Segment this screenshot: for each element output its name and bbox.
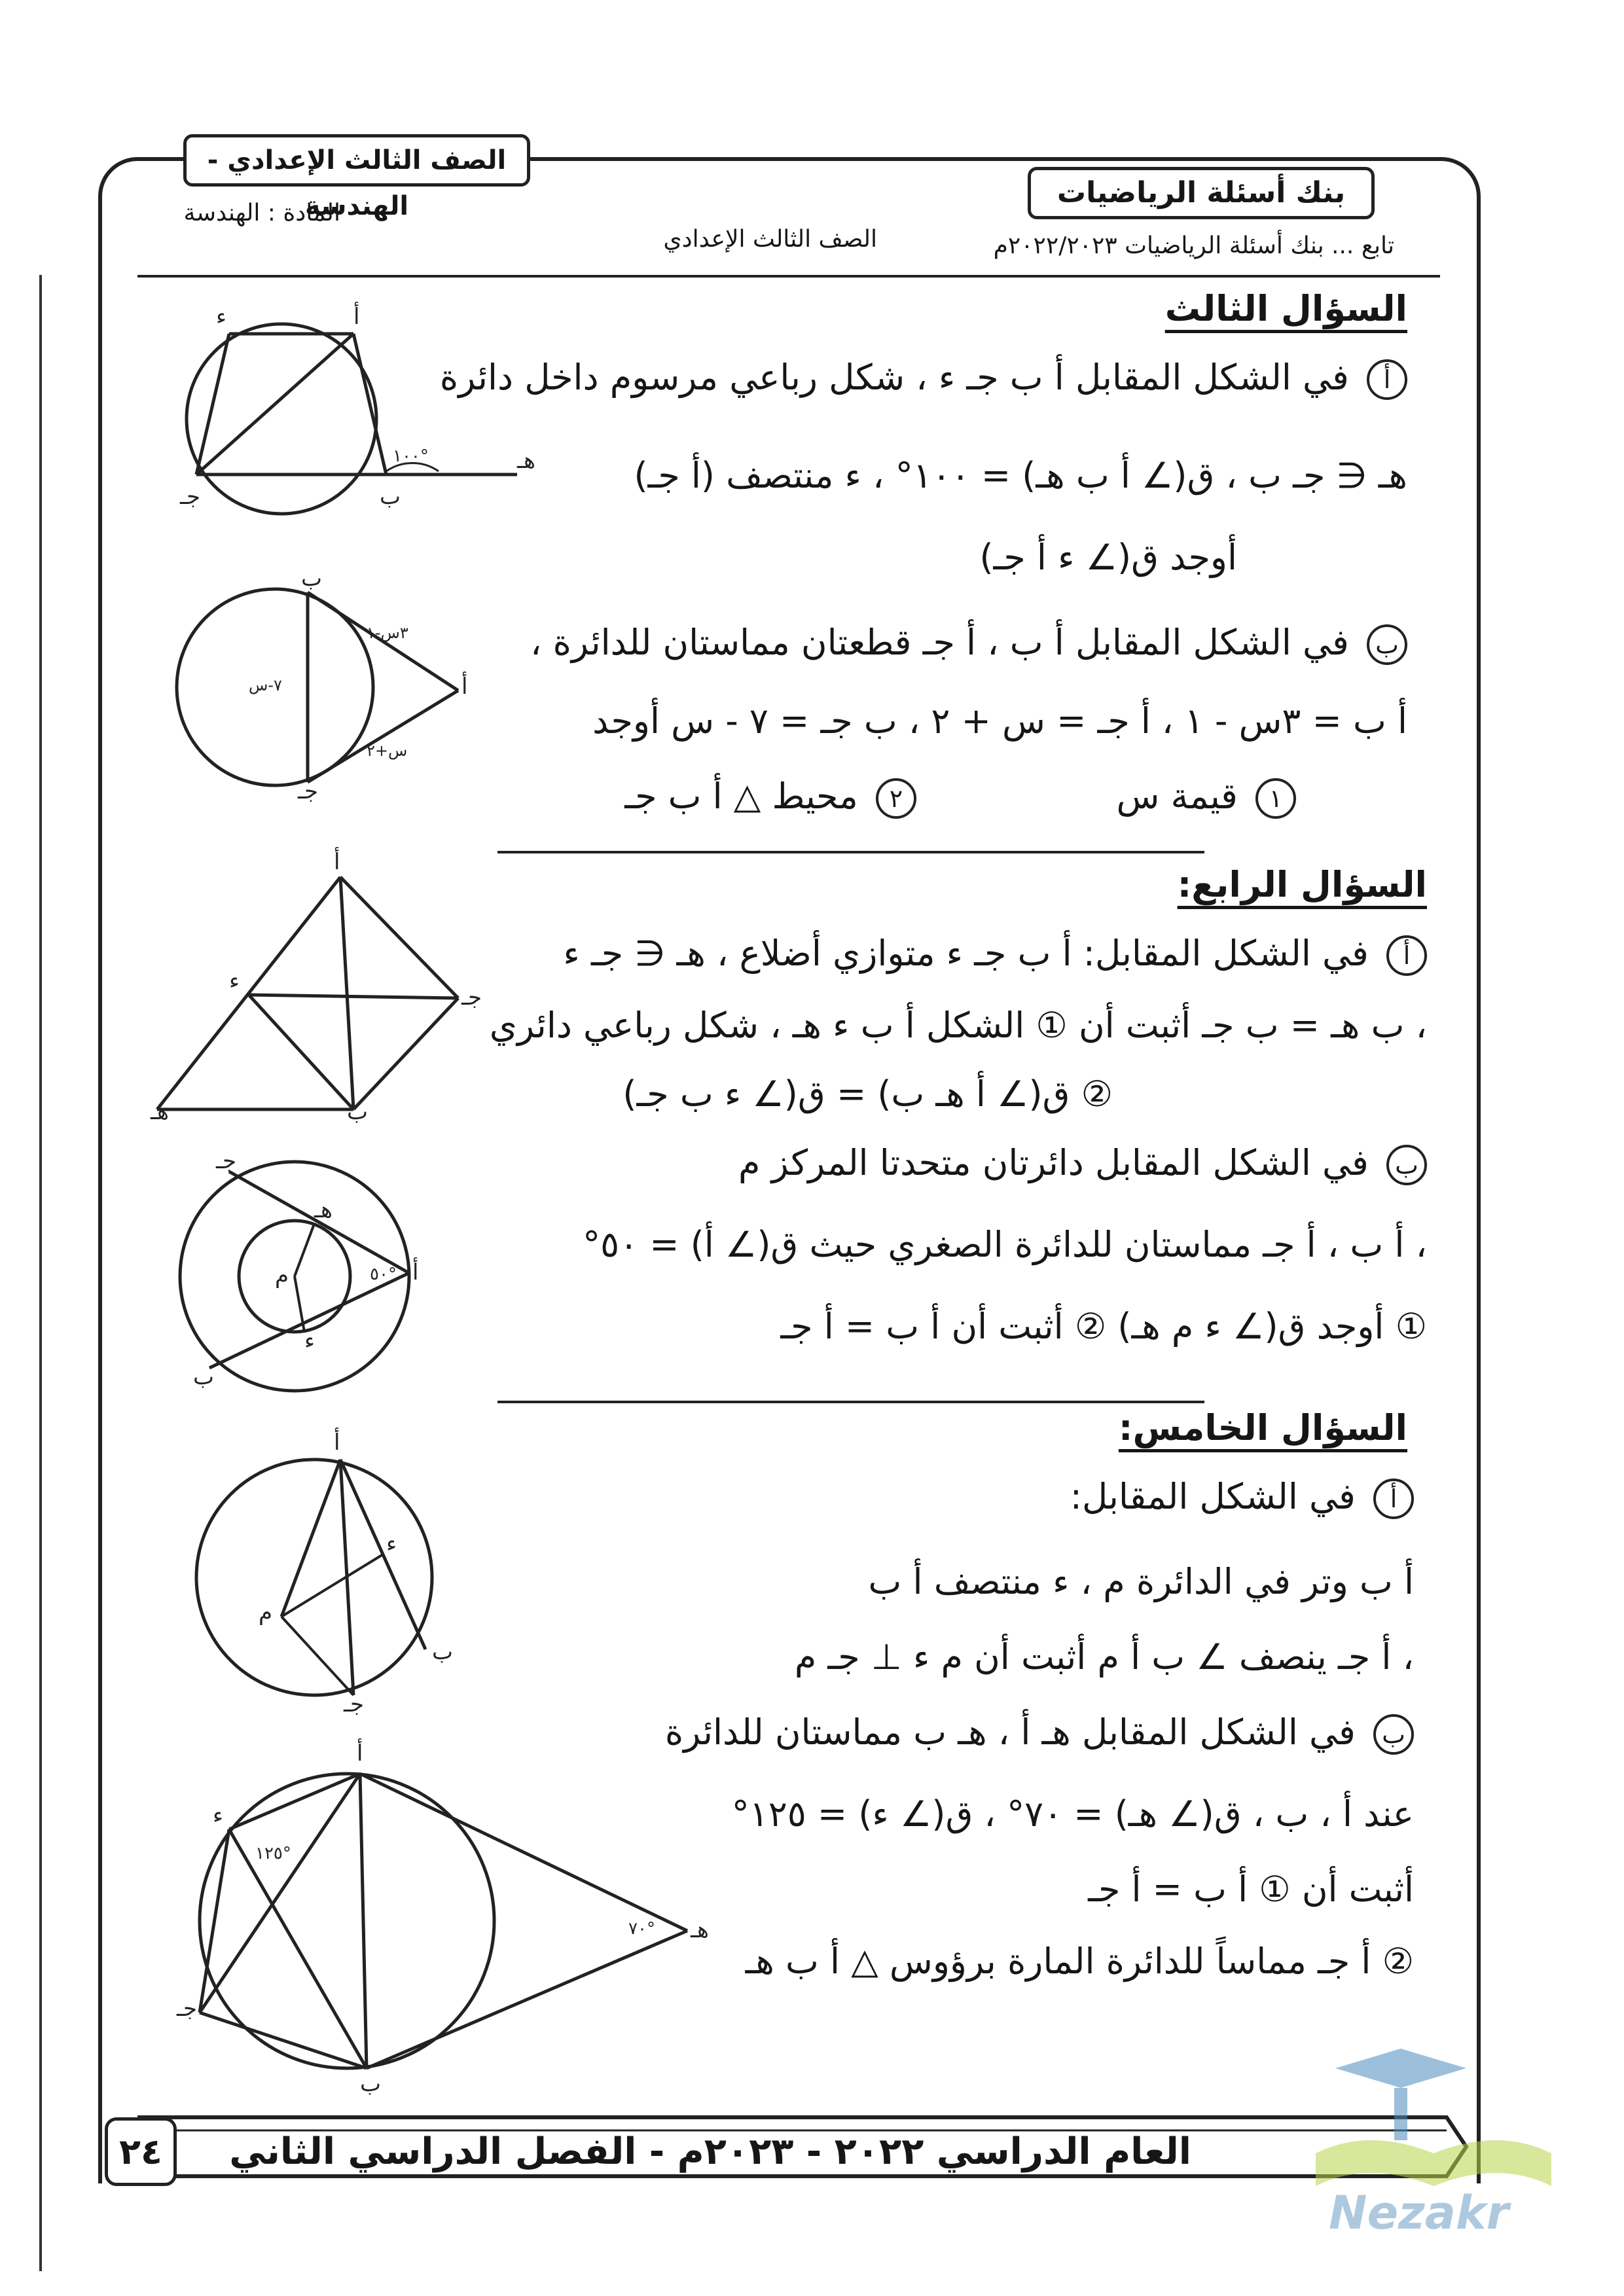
fig4-label-a: أ: [412, 1259, 419, 1285]
q3-title: السؤال الثالث: [1164, 288, 1407, 329]
q3-part-b-line2: أ ب = ٣س - ١ ، أ جـ = س + ٢ ، ب جـ = ٧ - س أوجد: [592, 700, 1407, 742]
q4-part-b-line2: ، أ ب ، أ جـ مماستان للدائرة الصغري حيث ق(∠ أ) = ٥٠°: [583, 1224, 1427, 1265]
q5-part-b-text1: في الشكل المقابل هـ أ ، هـ ب مماستان للدائرة: [664, 1712, 1356, 1753]
q5-part-b-line1: [664, 1712, 1414, 1755]
figure-tangents-quadrilateral: [170, 1734, 746, 2101]
fig2-label-bc: ٧-س: [249, 676, 282, 694]
figure-concentric-circles: [164, 1148, 458, 1401]
fig6-label-e: هـ: [691, 1917, 709, 1943]
q3-part-b-line1: [530, 622, 1407, 665]
q3-part-b-item1-text: قيمة س: [1116, 776, 1238, 817]
fig3-label-b: ب: [347, 1099, 369, 1125]
fig4-label-angle: ٥٠°: [370, 1265, 397, 1284]
fig6-label-c: جـ: [177, 1996, 197, 2022]
q5-part-a-line3: ، أ جـ ينصف ∠ ب أ م أثبت أن م ء ⊥ جـ م: [794, 1636, 1414, 1677]
q5-part-b-line4: ② أ جـ مماساً للدائرة المارة برؤوس △ أ ب هـ: [745, 1941, 1414, 1982]
q3-part-b-marker: ب: [1367, 624, 1407, 665]
fig4-label-b: ب: [193, 1364, 215, 1390]
figure-parallelogram: [151, 849, 491, 1125]
q3-part-b-item1-num: ١: [1255, 778, 1296, 819]
q3-part-a-line3: أوجد ق(∠ ء أ جـ): [979, 537, 1237, 578]
fig3-label-c: جـ: [461, 984, 482, 1011]
q3-part-b-item2-num: ٢: [876, 778, 916, 819]
fig1-label-a: أ: [353, 304, 360, 330]
page-number: ٢٤: [119, 2131, 162, 2172]
fig5-label-d: ء: [386, 1531, 397, 1557]
figure-cyclic-quadrilateral: [177, 295, 543, 543]
q5-part-a-line1: [1047, 1476, 1414, 1519]
fig3-label-d: ء: [229, 968, 240, 994]
q3-part-a-marker: أ: [1367, 359, 1407, 400]
fig4-label-e: هـ: [314, 1197, 333, 1223]
header-center-sub: الصف الثالث الإعدادي: [663, 226, 877, 253]
q4-part-b-marker: ب: [1386, 1145, 1427, 1185]
q3-part-b-text1: في الشكل المقابل أ ب ، أ جـ قطعتان مماستان للدائرة ،: [530, 622, 1349, 663]
q4-part-b-line1: [738, 1142, 1427, 1185]
q4-part-a-line2: ، ب هـ = ب جـ أثبت أن ① الشكل أ ب ء هـ ، شكل رباعي دائري: [489, 1005, 1427, 1046]
q5-part-b-line3: أثبت أن ① أ ب = أ جـ: [1088, 1869, 1414, 1910]
q5-part-a-text1: في الشكل المقابل:: [1070, 1476, 1356, 1517]
fig5-label-a: أ: [334, 1429, 340, 1456]
header-right-tab-text: بنك أسئلة الرياضيات: [1056, 176, 1346, 209]
header-rule: [137, 275, 1440, 278]
header-left-tab-text: الصف الثالث الإعدادي - الهندسة: [207, 145, 507, 221]
q3-part-b-item2-text: محيط △ أ ب جـ: [624, 776, 858, 817]
book-icon: [1316, 2140, 1551, 2186]
figure-two-tangents: [170, 565, 511, 804]
graduation-cap-icon: [1335, 2049, 1466, 2088]
fig5-label-m: م: [259, 1600, 273, 1626]
fig2-label-ac: س+٢: [367, 742, 408, 760]
q4-part-a-marker: أ: [1386, 935, 1427, 976]
q5-part-a-line2: أ ب وتر في الدائرة م ، ء منتصف أ ب: [868, 1561, 1414, 1602]
fig2-label-ab: ٣س-١: [367, 624, 408, 642]
q4-part-b-line3: ① أوجد ق(∠ ء م هـ) ② أثبت أن أ ب = أ جـ: [780, 1306, 1427, 1347]
fig2-label-b: ب: [301, 565, 323, 592]
figure-chord-center: [183, 1429, 458, 1717]
fig5-label-b: ب: [432, 1639, 454, 1665]
q3-part-b-item2: [622, 776, 916, 819]
fig1-label-b: ب: [380, 484, 401, 510]
fig2-label-a: أ: [461, 673, 468, 700]
q3-part-a-text1: في الشكل المقابل أ ب جـ ء ، شكل رباعي مرسوم داخل دائرة: [439, 357, 1349, 398]
fig3-label-e: هـ: [151, 1099, 169, 1125]
footer-text: العام الدراسي ٢٠٢٢ - ٢٠٢٣م - الفصل الدراسي الثاني: [229, 2130, 1191, 2173]
q4-part-a-line3: ② ق(∠ أ هـ ب) = ق(∠ ء ب جـ): [623, 1073, 1113, 1115]
left-edge-binding: [0, 275, 42, 2271]
q4-part-a-line1: [563, 933, 1427, 976]
header-right-tab: [1028, 167, 1375, 219]
fig6-label-d: ء: [213, 1803, 223, 1829]
fig1-label-e: هـ: [517, 448, 535, 474]
fig1-label-c: جـ: [180, 484, 200, 510]
q3-part-a-line2: هـ ∈ جـ ب ، ق(∠ أ ب هـ) = ١٠٠° ، ء منتصف (أ جـ): [634, 455, 1407, 496]
fig4-label-m: م: [275, 1263, 289, 1289]
q3-part-a-line1: [439, 357, 1407, 400]
fig5-label-c: جـ: [344, 1691, 364, 1717]
q4-part-a-text1: في الشكل المقابل: أ ب جـ ء متوازي أضلاع ، هـ ∈ جـ ء: [563, 933, 1369, 974]
header-left-sub: المادة : الهندسة: [183, 200, 340, 226]
q5-title: السؤال الخامس:: [1118, 1407, 1407, 1448]
separator-q3-q4: [497, 851, 1204, 853]
fig1-label-d: ء: [216, 304, 226, 330]
q3-part-b-item1: [1047, 776, 1296, 819]
separator-q4-q5: [497, 1401, 1204, 1403]
page-number-box: [105, 2117, 177, 2186]
fig6-label-angle-e: ٧٠°: [628, 1919, 655, 1939]
q4-part-b-text1: في الشكل المقابل دائرتان متحدتا المركز م: [738, 1142, 1369, 1183]
fig6-label-a: أ: [357, 1740, 363, 1767]
header-right-sub: تابع ... بنك أسئلة الرياضيات ٢٠٢٢/٢٠٢٣م: [993, 232, 1394, 259]
q5-part-b-marker: ب: [1373, 1714, 1414, 1755]
fig6-label-angle-d: ١٢٥°: [255, 1844, 291, 1863]
q4-title: السؤال الرابع:: [1177, 864, 1427, 905]
fig4-label-d: ء: [304, 1328, 315, 1354]
fig6-label-b: ب: [360, 2071, 382, 2097]
watermark-logo: [1303, 2029, 1578, 2245]
fig1-label-angle: ١٠٠°: [393, 446, 429, 466]
watermark-text: Nezakr: [1329, 2186, 1509, 2240]
q5-part-b-line2: عند أ ، ب ، ق(∠ هـ) = ٧٠° ، ق(∠ ء) = ١٢٥°: [731, 1793, 1414, 1835]
q5-part-a-marker: أ: [1373, 1479, 1414, 1519]
fig3-label-a: أ: [334, 849, 340, 875]
fig2-label-c: جـ: [298, 778, 318, 804]
fig4-label-c: جـ: [216, 1148, 236, 1174]
